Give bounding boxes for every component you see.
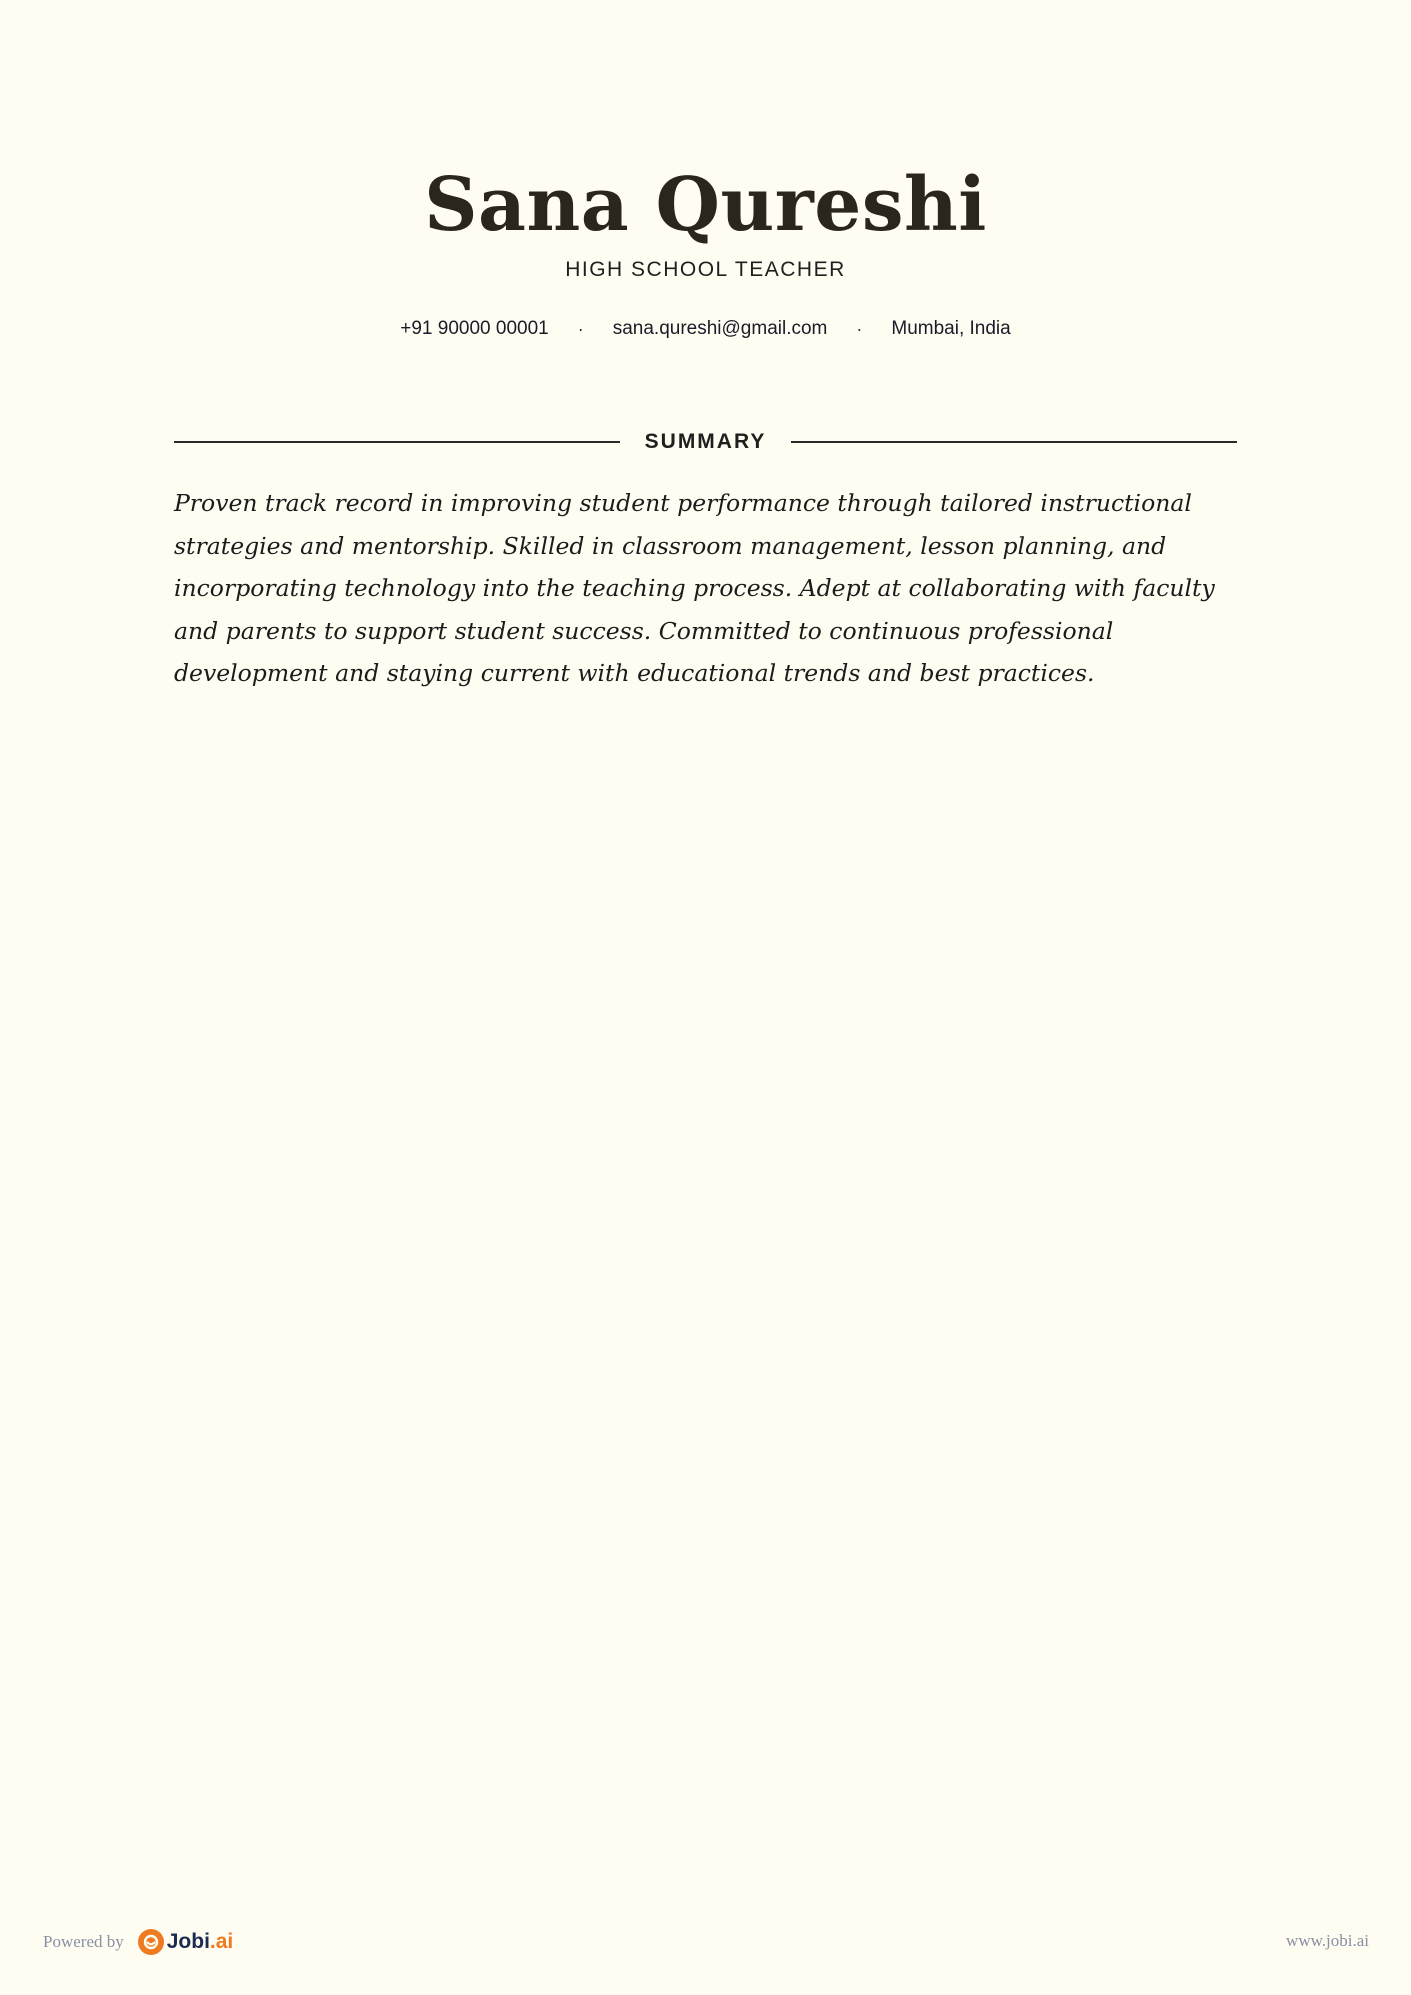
jobi-logo-text	[167, 1930, 234, 1954]
heading-rule-left	[174, 441, 620, 443]
candidate-name: Sana Qureshi	[424, 162, 987, 248]
email-address: sana.qureshi@gmail.com	[612, 318, 828, 339]
summary-heading-label: SUMMARY	[644, 430, 767, 453]
summary-text: Proven track record in improving student performance through tailored instructional strategies and mentorship. Skilled in classroom management, lesson planning, and incorporating technology into the teaching process. Adept at collaborating with faculty and parents to support student success. Committed to continuous professional development and staying current with educational trends and best practices.	[174, 489, 1215, 687]
heading-rule-right	[791, 441, 1237, 443]
powered-by-footer	[43, 1925, 233, 1959]
phone-number: +91 90000 00001	[400, 318, 549, 339]
powered-by-label: Powered by	[43, 1932, 124, 1951]
summary-heading	[174, 430, 1237, 454]
job-title: HIGH SCHOOL TEACHER	[565, 258, 846, 281]
website-link[interactable]: www.jobi.ai	[1286, 1931, 1369, 1950]
location: Mumbai, India	[891, 318, 1011, 339]
resume-header	[0, 160, 1411, 340]
contact-separator: ·	[856, 318, 863, 339]
logo-text-accent: .ai	[209, 1930, 234, 1953]
jobi-logo[interactable]	[138, 1929, 234, 1955]
contact-line	[0, 318, 1411, 340]
contact-separator: ·	[577, 318, 584, 339]
jobi-logo-icon	[138, 1929, 164, 1955]
logo-text-main: Jobi	[166, 1930, 210, 1953]
